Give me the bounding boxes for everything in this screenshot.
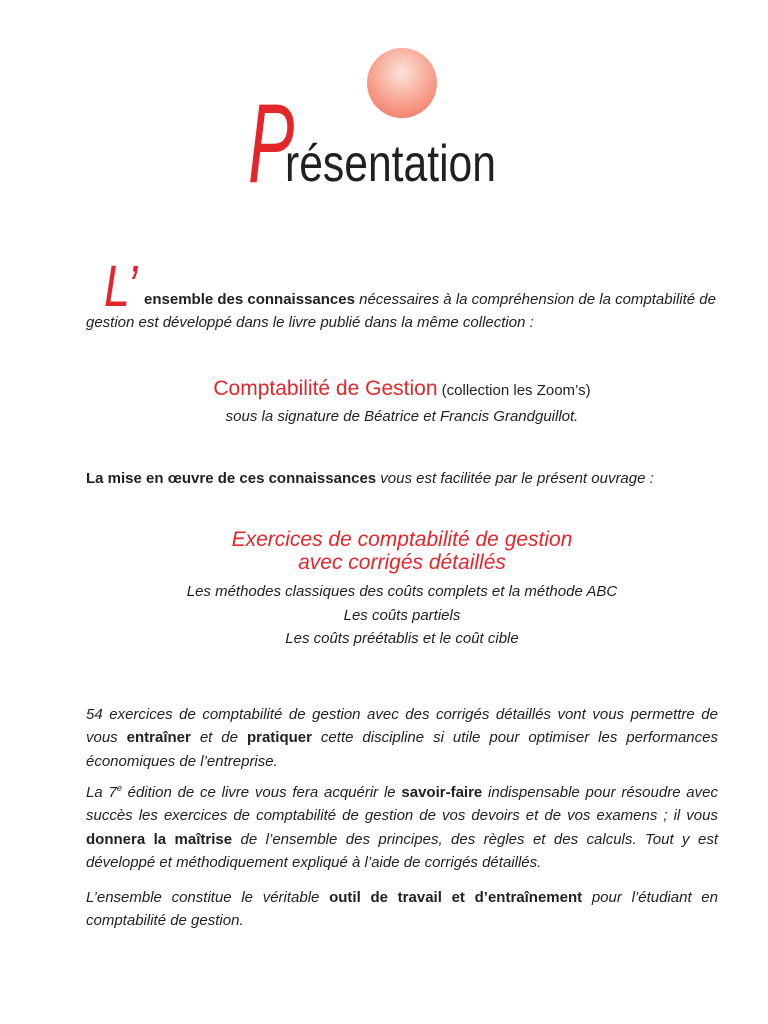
p1-bold-pratiquer: pratiquer [246,729,312,747]
p2-superscript: e [116,783,122,793]
paragraph-edition [86,781,718,874]
p1-bold-entrainer: entraîner [126,729,191,747]
intro-paragraph [86,288,718,334]
p2-bold-maitrise: donnera la maîtrise [86,830,233,848]
mise-text: vous est facilitée par le présent ouvrage : [376,470,654,487]
p3-bold-outil: outil de travail et d’entraînement [329,889,583,906]
p2-text-a: La 7 [86,784,117,801]
title-rest: résentation [284,135,496,193]
exercices-title-line1: Exercices de comptabilité de gestion [231,528,573,551]
p2-bold-savoir-faire: savoir-faire [401,784,483,801]
p1-text-c: et de [190,729,247,747]
paragraph-conclusion [86,886,718,933]
exercices-subtitle: Les méthodes classiques des coûts complets et la méthode ABC [186,583,618,600]
paragraph-exercises [86,703,718,773]
book-reference [86,376,718,430]
exercices-subtitle: Les coûts partiels [343,606,461,624]
book-title: Comptabilité de Gestion [213,377,438,400]
mise-paragraph [86,467,718,490]
exercices-block [86,528,718,651]
book-signature: sous la signature de Béatrice et Francis Grandguillot. [225,408,579,425]
p2-text-b: édition de ce livre vous fera acquérir le [121,784,402,801]
exercices-subtitle: Les coûts préétablis et le coût cible [285,630,519,647]
exercices-title-line2: avec corrigés détaillés [298,551,506,574]
intro-text: nécessaires à la compréhension de la comptabilité de gestion est développé dans le livre publié dans la même collection : [86,291,716,331]
p3-text-a: L’ensemble constitue le véritable [86,889,330,906]
book-note: (collection les Zoom’s) [437,382,591,399]
p2-text-d: de l’ensemble des principes, des règles et des calculs. Tout y est développé et méthodiquement expliqué à l’aide de corrigés détaillés. [86,830,718,871]
page-title [248,81,542,206]
title-initial: P [248,81,295,206]
p1-text-d: cette discipline si utile pour optimiser les performances économiques de l’entreprise. [86,729,718,770]
p3-text-b: pour l’étudiant en comptabilité de gestion. [86,889,718,930]
p1-text-a: 54 exercices de comptabilité de gestion avec des corrigés détaillés vont vous permettre de vous [86,706,718,747]
mise-bold: La mise en œuvre de ces connaissances [86,470,377,487]
p2-text-c: indispensable pour résoudre avec succès les exercices de comptabilité de gestion de vos devoirs et de vos examens ; il vous [86,784,718,825]
intro-dropcap: L’ [104,254,138,319]
intro-bold: ensemble des connaissances [144,291,355,308]
